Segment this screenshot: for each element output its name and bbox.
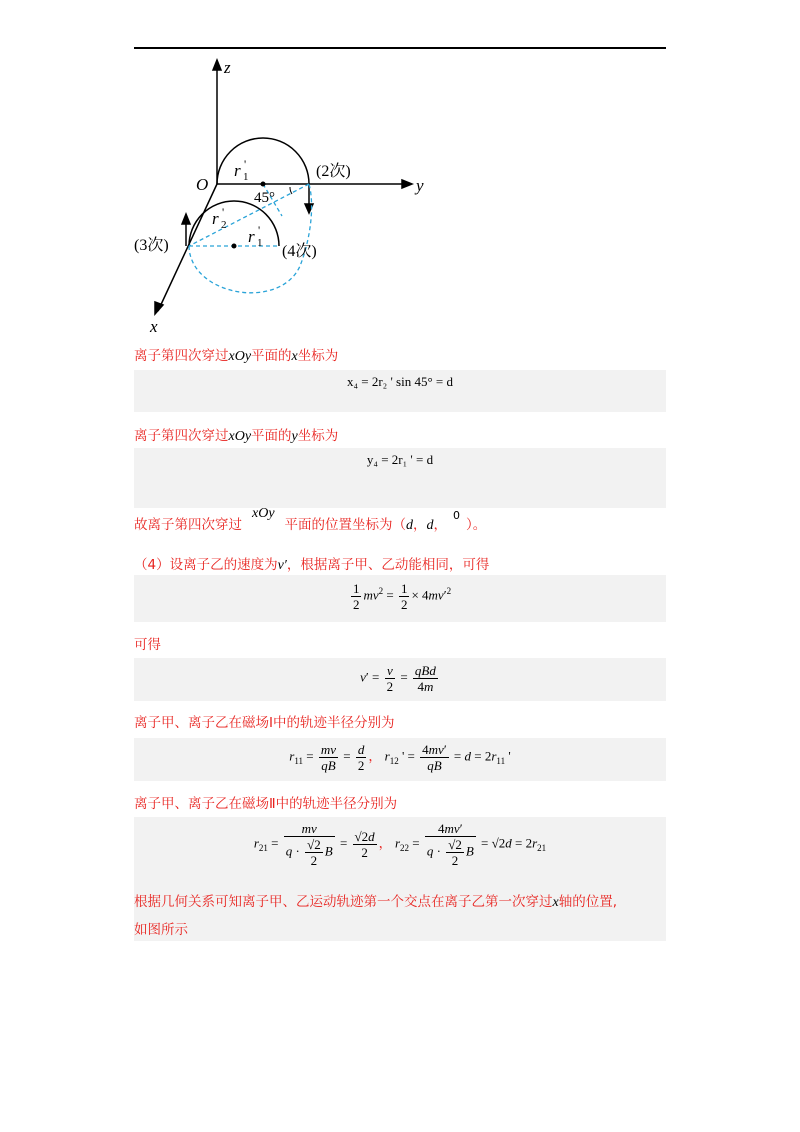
trajectory-figure	[130, 56, 430, 336]
text-line-1: 离子第四次穿过xOy平面的x坐标为	[134, 348, 339, 364]
label-y: y	[416, 176, 424, 195]
equation-box-4	[134, 658, 666, 701]
text-line-9: 如图所示	[134, 922, 188, 938]
label-r3: r	[248, 227, 255, 246]
text-line-3: 故离子第四次穿过xOy平面的位置坐标为（d，d，$^0$）。	[134, 506, 487, 533]
svg-text:1: 1	[257, 237, 263, 249]
label-angle: 45°	[254, 190, 275, 206]
equation-r11-r12: $r_{11}$ = $\frac{mv}{qB}$ = $\frac{d}{2}$ ， $r_{12}$ ' = $\frac{4mv'}{qB}$ = $d = 2r_{11}$ '	[289, 742, 511, 773]
svg-text:2: 2	[221, 219, 227, 231]
label-pass4: (4次)	[282, 243, 317, 260]
svg-text:': '	[244, 157, 247, 171]
x-arrow	[155, 302, 163, 314]
label-z: z	[224, 58, 231, 77]
equation-r21-r22: $r_{21}$ = mv q · $\frac{√2}{2}$ B = $\frac{√2d}{2}$ ， $r_{22}$ = 4mv′ q · $\frac{√2}{2}$ B = $√2d = 2r_{21}$	[253, 821, 547, 868]
equation-x4: x₄ = 2r₂ ' sin 45° = d	[346, 374, 454, 389]
text-line-2: 离子第四次穿过xOy平面的y坐标为	[134, 428, 339, 444]
svg-text:1: 1	[243, 171, 249, 183]
text-line-6: 离子甲、离子乙在磁场Ⅰ中的轨迹半径分别为	[134, 715, 395, 731]
text-line-8: 根据几何关系可知离子甲、乙运动轨迹第一个交点在离子乙第一次穿过x轴的位置,	[134, 894, 618, 910]
label-pass2: (2次)	[316, 163, 351, 180]
equation-v-prime: v′ = $\frac{v}{2}$ = $\frac{\text{qBd}}{4m}$	[360, 663, 436, 694]
equation-box-3	[134, 575, 666, 622]
equation-kinetic: $\frac{1}{2}$ $mv^2$ = $\frac{1}{2}$ × $4mv'^2$	[352, 581, 452, 612]
label-r2: r	[212, 209, 219, 228]
text-line-5: 可得	[134, 637, 161, 653]
label-x: x	[150, 317, 158, 336]
label-r1: r	[234, 161, 241, 180]
z-arrow	[213, 60, 221, 70]
text-line-7: 离子甲、离子乙在磁场Ⅱ中的轨迹半径分别为	[134, 796, 398, 812]
y-arrow	[402, 180, 412, 188]
label-origin: O	[196, 175, 209, 194]
text-line-4: （4）设离子乙的速度为v′，根据离子甲、乙动能相同，可得	[134, 557, 490, 573]
equation-box-5	[134, 738, 666, 781]
arc-r1	[217, 138, 309, 184]
equation-box-2	[134, 448, 666, 508]
equation-box-6	[134, 817, 666, 881]
svg-text:': '	[222, 205, 225, 219]
header-rule	[134, 47, 666, 49]
label-pass3: (3次)	[134, 237, 169, 254]
svg-text:': '	[258, 223, 261, 237]
equation-box-1	[134, 370, 666, 412]
equation-y4: y₄ = 2r₁ ' = d	[366, 452, 434, 467]
